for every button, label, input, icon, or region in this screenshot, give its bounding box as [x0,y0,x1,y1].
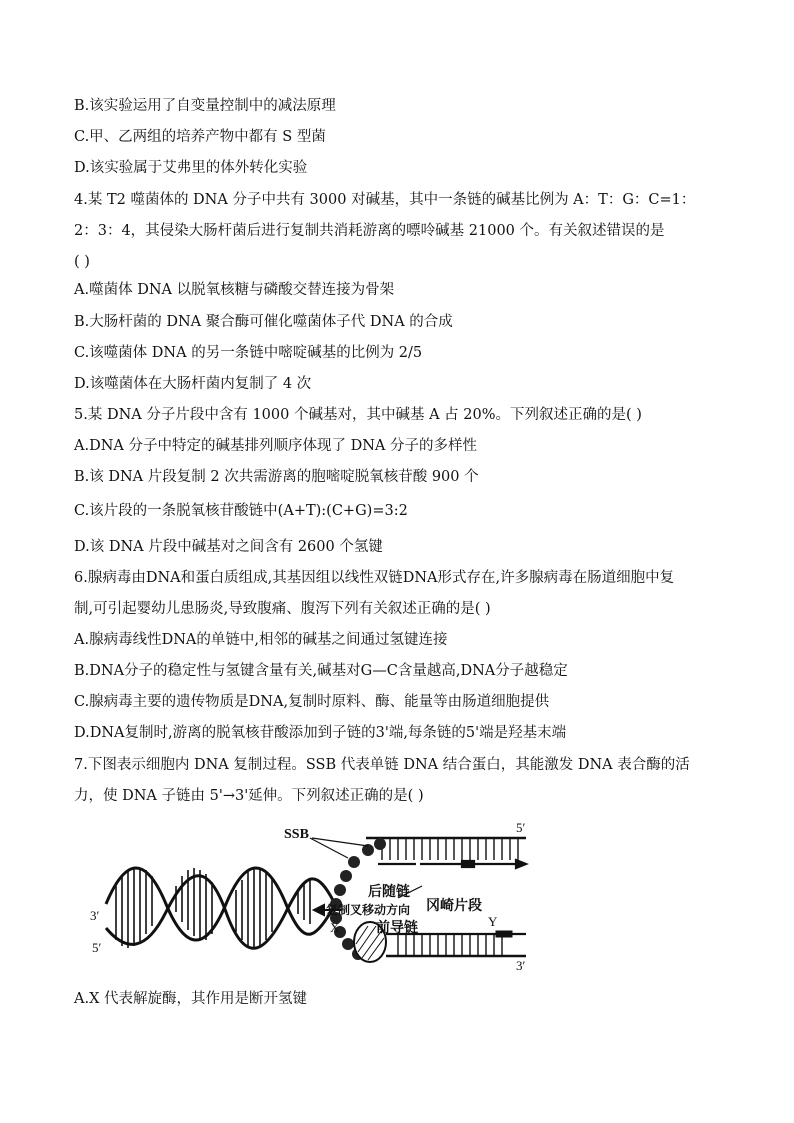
okazaki-fragments [378,860,526,868]
text-line: D.该实验属于艾弗里的体外转化实验 [74,160,308,176]
text-line: A.X 代表解旋酶，其作用是断开氢键 [74,991,308,1007]
text-line: C.该片段的一条脱氧核苷酸链中(A+T):(C+G)=3:2 [74,503,408,519]
text-line: B.该实验运用了自变量控制中的减法原理 [74,98,336,114]
text-line: C.腺病毒主要的遗传物质是DNA,复制时原料、酶、能量等由肠道细胞提供 [74,694,550,710]
ssb-pointers [310,838,368,858]
lagging-strand-label: 后随链 [368,885,410,900]
text-line: A.DNA 分子中特定的碱基排列顺序体现了 DNA 分子的多样性 [74,438,477,454]
end-label-left-3: 3′ [90,908,100,923]
text-line: 4.某 T2 噬菌体的 DNA 分子中共有 3000 对碱基，其中一条链的碱基比例为 A：T：G：C=1： [74,192,696,208]
text-line: C.该噬菌体 DNA 的另一条链中嘧啶碱基的比例为 2/5 [74,345,423,361]
text-line: A.噬菌体 DNA 以脱氧核糖与磷酸交替连接为骨架 [74,282,395,298]
end-label-bottom-3: 3′ [516,958,526,973]
okazaki-label: 冈崎片段 [426,899,482,914]
end-label-top-5: 5′ [516,820,526,835]
end-label-left-5: 5′ [92,940,102,955]
lagging-template-strand [366,838,526,860]
text-line: ( ) [74,254,90,270]
leading-strand-label: 前导链 [376,921,418,936]
text-line: 2：3：4，其侵染大肠杆菌后进行复制共消耗游离的嘌呤碱基 21000 个。有关叙述错误的是 [74,223,665,239]
text-line: 6.腺病毒由DNA和蛋白质组成,其基因组以线性双链DNA形式存在,许多腺病毒在肠道细胞中复 [74,570,675,586]
ssb-label: SSB [284,827,309,842]
text-line: B.大肠杆菌的 DNA 聚合酶可催化噬菌体子代 DNA 的合成 [74,314,453,330]
text-line: B.DNA分子的稳定性与氢键含量有关,碱基对G—C含量越高,DNA分子越稳定 [74,663,568,679]
text-line: D.该 DNA 片段中碱基对之间含有 2600 个氢键 [74,539,383,555]
x-label: X [330,920,340,935]
text-line: D.该噬菌体在大肠杆菌内复制了 4 次 [74,376,312,392]
text-line: D.DNA复制时,游离的脱氧核苷酸添加到子链的3'端,每条链的5'端是羟基末端 [74,725,567,741]
text-line: A.腺病毒线性DNA的单链中,相邻的碱基之间通过氢键连接 [74,632,448,648]
double-helix [106,868,336,948]
dna-replication-diagram [86,816,546,988]
fork-direction-label: 复制叉移动方向 [326,903,411,917]
text-line: C.甲、乙两组的培养产物中都有 S 型菌 [74,129,326,145]
text-line: 7.下图表示细胞内 DNA 复制过程。SSB 代表单链 DNA 结合蛋白，其能激发 DNA 表合酶的活 [74,757,690,773]
text-line: 5.某 DNA 分子片段中含有 1000 个碱基对，其中碱基 A 占 20%。下列叙述正确的是( ) [74,407,642,423]
text-line: B.该 DNA 片段复制 2 次共需游离的胞嘧啶脱氧核苷酸 900 个 [74,469,479,485]
text-line: 力，使 DNA 子链由 5'→3'延伸。下列叙述正确的是( ) [74,788,424,804]
y-label: Y [488,914,498,929]
text-line: 制,可引起婴幼儿患肠炎,导致腹痛、腹泻下列有关叙述正确的是( ) [74,601,491,617]
